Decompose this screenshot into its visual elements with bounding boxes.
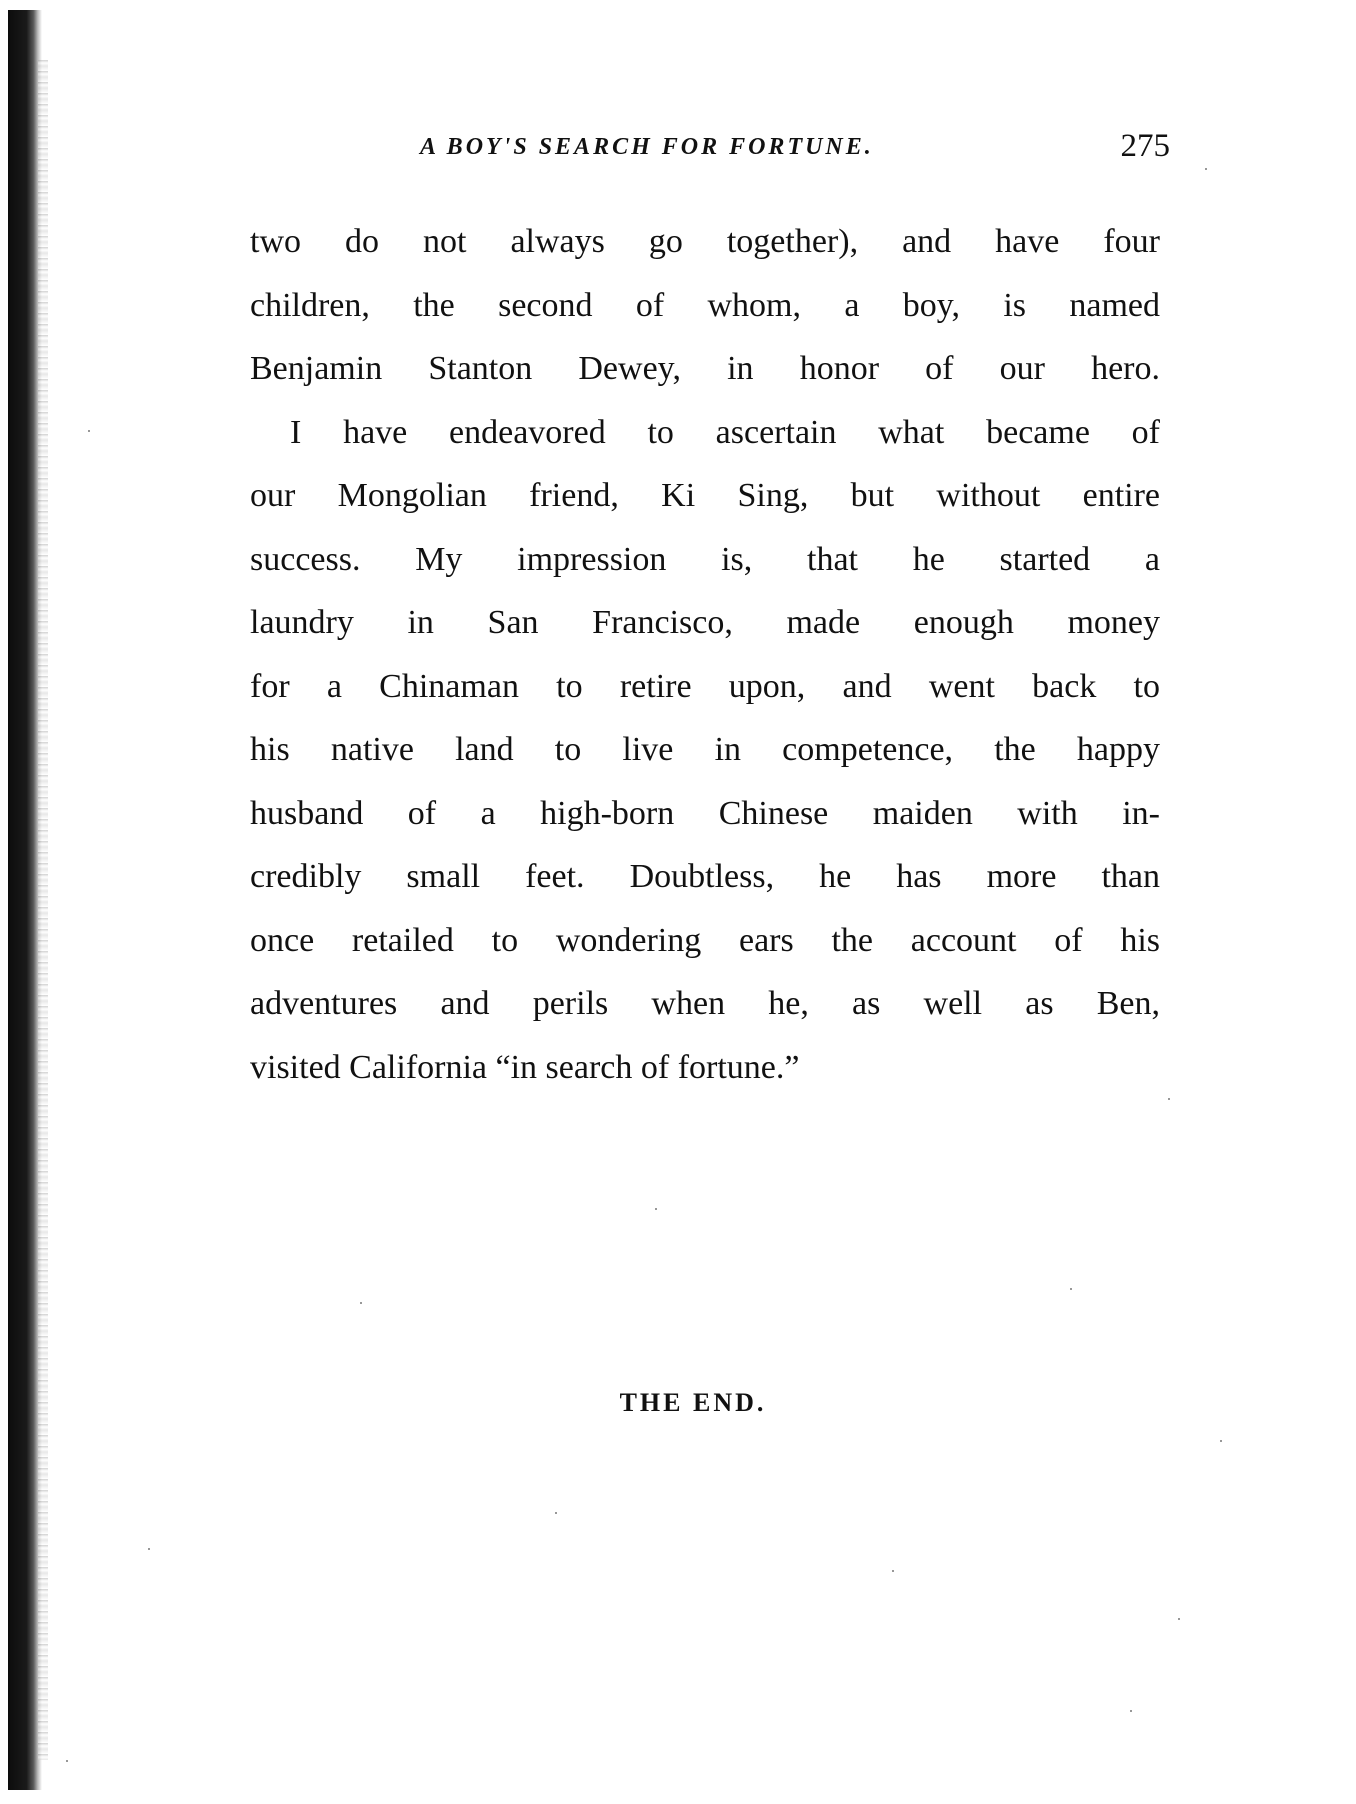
print-speck xyxy=(555,1512,557,1514)
paragraph-end-line: visited California “in search of fortune.” xyxy=(250,1048,800,1086)
print-speck xyxy=(1178,1618,1180,1620)
text-line: laundry in San Francisco, made enough money xyxy=(250,604,1160,641)
text-line: once retailed to wondering ears the account of his xyxy=(250,921,1160,959)
text-line: success. My impression is, that he started a xyxy=(250,540,1160,578)
running-title: A BOY'S SEARCH FOR FORTUNE. xyxy=(420,134,874,160)
text-line: children, the second of whom, a boy, is named xyxy=(250,286,1160,324)
body-text xyxy=(250,210,1160,1099)
print-speck xyxy=(1168,1098,1170,1100)
print-speck xyxy=(66,1760,68,1762)
binding-edge-shadow xyxy=(38,60,48,1760)
print-speck xyxy=(1130,1710,1132,1712)
binding-edge xyxy=(8,10,42,1790)
text-line: Benjamin Stanton Dewey, in honor of our hero. xyxy=(250,350,1160,387)
paragraph-start-line: I have endeavored to ascertain what became of xyxy=(290,413,1160,451)
text-line: for a Chinaman to retire upon, and went back to xyxy=(250,667,1160,705)
print-speck xyxy=(655,1208,657,1210)
print-speck xyxy=(148,1548,150,1550)
print-speck xyxy=(88,430,90,432)
running-head xyxy=(250,128,1170,168)
print-speck xyxy=(1205,168,1207,170)
text-line: two do not always go together), and have four xyxy=(250,223,1160,260)
text-line: husband of a high-born Chinese maiden with in- xyxy=(250,794,1160,832)
print-speck xyxy=(1070,1288,1072,1290)
print-speck xyxy=(360,1302,362,1304)
print-speck xyxy=(1220,1440,1222,1442)
text-line: adventures and perils when he, as well as Ben, xyxy=(250,985,1160,1022)
page-number: 275 xyxy=(1120,128,1170,164)
text-line: credibly small feet. Doubtless, he has more than xyxy=(250,858,1160,895)
the-end-label: THE END. xyxy=(619,1388,767,1417)
text-line: our Mongolian friend, Ki Sing, but without entire xyxy=(250,477,1160,514)
print-speck xyxy=(892,1570,894,1572)
text-line: his native land to live in competence, the happy xyxy=(250,731,1160,768)
